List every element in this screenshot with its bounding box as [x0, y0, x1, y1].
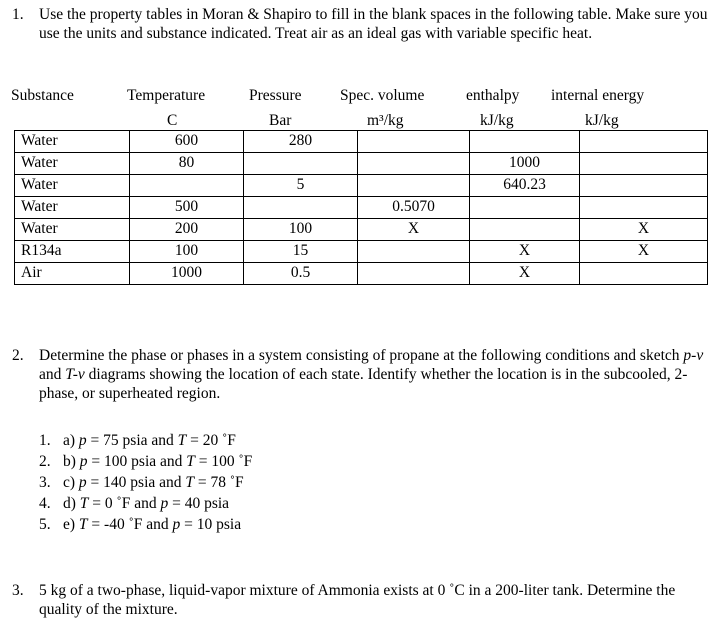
- list-item-number: 4.: [39, 495, 51, 512]
- cell-pressure: 5: [244, 175, 358, 197]
- cell-internal-energy: X: [580, 219, 708, 241]
- cell-spec-volume: [358, 131, 470, 153]
- condition-text: = 75 psia and: [86, 432, 178, 449]
- header-substance: Substance: [11, 87, 74, 104]
- cell-temperature: 600: [130, 131, 244, 153]
- property-table: [14, 130, 708, 285]
- header-spec-volume: Spec. volume: [340, 87, 425, 104]
- condition-text: = 78 ˚F: [194, 474, 244, 491]
- problem-1-number: 1.: [12, 6, 24, 23]
- cell-pressure: 15: [244, 241, 358, 263]
- cell-substance: Water: [15, 175, 130, 197]
- cell-enthalpy: 640.23: [470, 175, 580, 197]
- list-item: [39, 451, 252, 472]
- list-item-label: d): [63, 495, 76, 512]
- header-internal-energy: internal energy: [551, 87, 645, 104]
- condition-text: = 10 psia: [180, 516, 242, 533]
- list-item-label: b): [63, 453, 76, 470]
- variable: T: [185, 474, 195, 491]
- cell-temperature: 200: [130, 219, 244, 241]
- problem-2-number: 2.: [12, 347, 24, 364]
- table-row: [15, 175, 708, 197]
- condition-text: = 140 psia and: [86, 474, 186, 491]
- table-row: [15, 131, 708, 153]
- condition-text: = 100 ˚F: [194, 453, 253, 470]
- cell-substance: Water: [15, 197, 130, 219]
- list-item: [39, 514, 252, 535]
- unit-pressure: Bar: [269, 112, 292, 129]
- cell-pressure: 100: [244, 219, 358, 241]
- cell-pressure: 280: [244, 131, 358, 153]
- list-item: [39, 430, 252, 451]
- variable: T: [177, 432, 187, 449]
- cell-internal-energy: X: [580, 241, 708, 263]
- variable: p: [172, 516, 181, 533]
- cell-internal-energy: [580, 131, 708, 153]
- cell-substance: Water: [15, 153, 130, 175]
- condition-text: = 0 ˚F and: [88, 495, 161, 512]
- problem-2-text: Determine the phase or phases in a system consisting of propane at the following conditions and sketch p-v and T-v diagrams showing the location of each state. Identify whether the location is in the subcooled, 2-phase, or superheated region.: [39, 347, 704, 402]
- table-row: [15, 219, 708, 241]
- table-row: [15, 153, 708, 175]
- cell-temperature: 80: [130, 153, 244, 175]
- cell-substance: Air: [15, 263, 130, 285]
- cell-substance: Water: [15, 219, 130, 241]
- cell-temperature: [130, 175, 244, 197]
- cell-temperature: 1000: [130, 263, 244, 285]
- problem-3-text: 5 kg of a two-phase, liquid-vapor mixture of Ammonia exists at 0 ˚C in a 200-liter tank. Determine the quality of the mixture.: [39, 582, 676, 618]
- variable: p: [78, 432, 87, 449]
- variable: T: [186, 453, 195, 470]
- table-row: [15, 263, 708, 285]
- header-enthalpy: enthalpy: [466, 87, 520, 104]
- cell-enthalpy: 1000: [470, 153, 580, 175]
- cell-spec-volume: X: [358, 219, 470, 241]
- list-item: [39, 493, 252, 514]
- variable: p: [78, 474, 87, 491]
- cell-spec-volume: [358, 175, 470, 197]
- cell-substance: R134a: [15, 241, 130, 263]
- condition-text: = 20 ˚F: [186, 432, 236, 449]
- cell-enthalpy: [470, 197, 580, 219]
- cell-pressure: [244, 197, 358, 219]
- variable: T: [79, 495, 89, 512]
- cell-temperature: 500: [130, 197, 244, 219]
- list-item-number: 2.: [39, 453, 51, 470]
- cell-enthalpy: [470, 131, 580, 153]
- condition-list: [39, 430, 252, 535]
- list-item-label: e): [63, 516, 76, 533]
- cell-spec-volume: [358, 263, 470, 285]
- header-temperature: Temperature: [127, 87, 206, 104]
- list-item: [39, 472, 252, 493]
- list-item-label: a): [63, 432, 76, 449]
- list-item-number: 1.: [39, 432, 51, 449]
- unit-internal-energy: kJ/kg: [585, 112, 619, 129]
- problem-3-number: 3.: [12, 582, 24, 599]
- list-item-number: 5.: [39, 516, 51, 533]
- condition-text: = 100 psia and: [87, 453, 187, 470]
- header-pressure: Pressure: [249, 87, 302, 104]
- cell-internal-energy: [580, 197, 708, 219]
- table-row: [15, 197, 708, 219]
- cell-substance: Water: [15, 131, 130, 153]
- cell-spec-volume: [358, 153, 470, 175]
- cell-temperature: 100: [130, 241, 244, 263]
- cell-internal-energy: [580, 153, 708, 175]
- cell-enthalpy: [470, 219, 580, 241]
- unit-enthalpy: kJ/kg: [480, 112, 514, 129]
- cell-internal-energy: [580, 175, 708, 197]
- variable: p: [79, 453, 88, 470]
- list-item-number: 3.: [39, 474, 51, 491]
- cell-enthalpy: X: [470, 241, 580, 263]
- cell-enthalpy: X: [470, 263, 580, 285]
- cell-pressure: [244, 153, 358, 175]
- unit-spec-volume: m³/kg: [367, 112, 404, 129]
- list-item-label: c): [63, 474, 76, 491]
- cell-spec-volume: [358, 241, 470, 263]
- condition-text: = 40 psia: [168, 495, 230, 512]
- problem-1-text: Use the property tables in Moran & Shapiro to fill in the blank spaces in the following table. Make sure you use the units and substance indicated. Treat air as an ideal gas with variable specific heat.: [39, 6, 708, 42]
- property-table-body: [15, 131, 708, 285]
- cell-spec-volume: 0.5070: [358, 197, 470, 219]
- variable: p: [160, 495, 169, 512]
- variable: T: [78, 516, 88, 533]
- condition-text: = -40 ˚F and: [87, 516, 173, 533]
- table-row: [15, 241, 708, 263]
- cell-internal-energy: [580, 263, 708, 285]
- cell-pressure: 0.5: [244, 263, 358, 285]
- unit-temperature: C: [167, 112, 178, 129]
